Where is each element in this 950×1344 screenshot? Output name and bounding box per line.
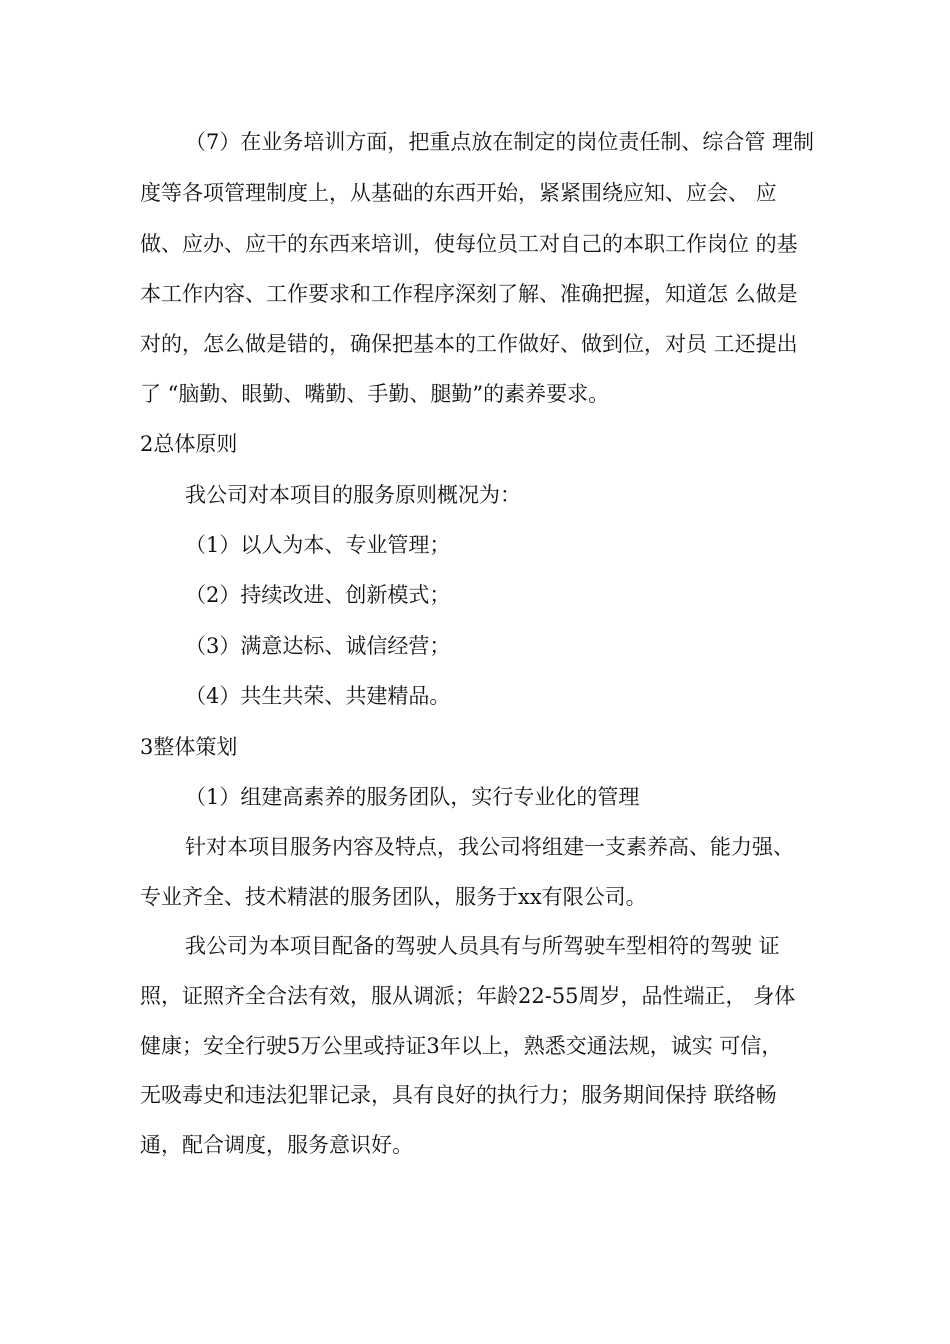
section-2-item-3: （3）满意达标、诚信经营； <box>185 634 451 658</box>
paragraph-7-line-4: 本工作内容、工作要求和工作程序深刻了解、准确把握，知道怎 么做是 <box>140 282 798 306</box>
paragraph-7-line-5: 对的，怎么做是错的，确保把基本的工作做好、做到位，对员 工还提出 <box>140 332 798 356</box>
section-3-paragraph-1-line-2: 专业齐全、技术精湛的服务团队，服务于xx有限公司。 <box>140 885 647 909</box>
section-3-paragraph-2-line-1: 我公司为本项目配备的驾驶人员具有与所驾驶车型相符的驾驶 证 <box>185 934 780 958</box>
paragraph-7-line-6: 了 “脑勤、眼勤、嘴勤、手勤、腿勤”的素养要求。 <box>140 382 610 406</box>
section-3-heading: 3整体策划 <box>140 735 238 759</box>
section-2-intro: 我公司对本项目的服务原则概况为： <box>185 483 521 507</box>
section-3-paragraph-2-line-2: 照，证照齐全合法有效，服从调派；年龄22-55周岁，品性端正， 身体 <box>140 984 796 1008</box>
section-3-paragraph-2-line-5: 通，配合调度，服务意识好。 <box>140 1133 413 1157</box>
section-3-paragraph-2-line-3: 健康；安全行驶5万公里或持证3年以上，熟悉交通法规，诚实 可信， <box>140 1034 783 1058</box>
paragraph-7-line-1: （7）在业务培训方面，把重点放在制定的岗位责任制、综合管 理制 <box>185 130 815 154</box>
section-3-paragraph-1-line-1: 针对本项目服务内容及特点，我公司将组建一支素养高、能力强、 <box>185 835 794 859</box>
paragraph-7-line-2: 度等各项管理制度上，从基础的东西开始，紧紧围绕应知、应会、 应 <box>140 181 777 205</box>
section-3-paragraph-2-line-4: 无吸毒史和违法犯罪记录，具有良好的执行力；服务期间保持 联络畅 <box>140 1083 777 1107</box>
section-2-heading: 2总体原则 <box>140 432 238 456</box>
paragraph-7-line-3: 做、应办、应干的东西来培训，使每位员工对自己的本职工作岗位 的基 <box>140 232 798 256</box>
section-2-item-1: （1）以人为本、专业管理； <box>185 533 451 557</box>
section-3-subheading: （1）组建高素养的服务团队，实行专业化的管理 <box>185 785 640 809</box>
section-2-item-2: （2）持续改进、创新模式； <box>185 583 451 607</box>
section-2-item-4: （4）共生共荣、共建精品。 <box>185 684 451 708</box>
